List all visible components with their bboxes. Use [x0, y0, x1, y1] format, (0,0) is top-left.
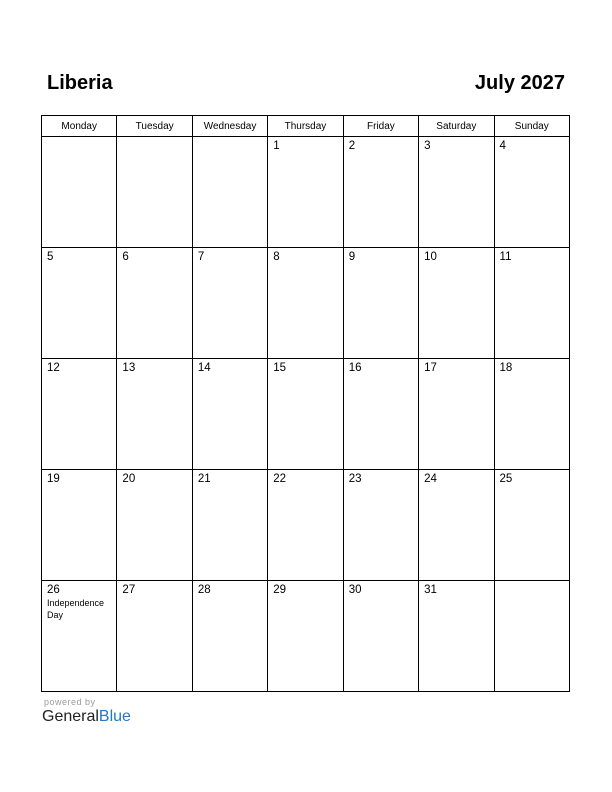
day-cell [268, 248, 343, 359]
day-number: 16 [348, 362, 362, 374]
day-cell [419, 359, 494, 470]
day-cell [343, 137, 418, 248]
day-cell [419, 137, 494, 248]
day-number: 21 [197, 473, 211, 485]
footer-branding [42, 697, 131, 726]
day-number [117, 137, 191, 140]
day-cell [268, 137, 343, 248]
day-number: 4 [499, 140, 506, 152]
day-number: 26 [47, 584, 60, 596]
day-cell [343, 248, 418, 359]
day-cell [117, 581, 192, 692]
day-cell [42, 137, 117, 248]
day-cell [117, 470, 192, 581]
country-title: Liberia [47, 72, 113, 94]
day-cell [419, 470, 494, 581]
day-cell [419, 248, 494, 359]
day-number: 18 [499, 362, 513, 374]
day-cell [42, 581, 117, 692]
day-cell [192, 137, 267, 248]
day-number [495, 581, 569, 584]
day-cell [192, 470, 267, 581]
day-number: 24 [424, 473, 437, 485]
holiday-label: Independence Day [47, 598, 105, 620]
week-row [42, 581, 570, 692]
day-cell [494, 581, 569, 692]
brand-general-text: General [42, 708, 99, 725]
day-number: 20 [122, 473, 136, 485]
day-number: 3 [424, 140, 431, 152]
day-cell [268, 581, 343, 692]
day-cell [268, 359, 343, 470]
day-number: 6 [122, 251, 129, 263]
day-cell [42, 248, 117, 359]
day-number: 11 [499, 251, 512, 263]
day-cell [343, 470, 418, 581]
powered-by-text: powered by [44, 697, 96, 707]
day-number: 9 [348, 251, 356, 263]
day-number: 17 [424, 362, 437, 374]
day-number: 14 [197, 362, 211, 374]
day-number: 31 [424, 584, 437, 596]
day-cell [192, 581, 267, 692]
day-number: 8 [273, 251, 280, 263]
weekday-header: Friday [343, 116, 418, 137]
day-cell [192, 248, 267, 359]
day-cell [494, 248, 569, 359]
weekday-header: Monday [42, 116, 117, 137]
week-row [42, 470, 570, 581]
day-cell [494, 470, 569, 581]
day-number: 22 [273, 473, 287, 485]
day-number: 10 [424, 251, 437, 263]
day-number [193, 137, 267, 140]
day-cell [343, 359, 418, 470]
day-number: 27 [122, 584, 136, 596]
weekday-header: Thursday [268, 116, 343, 137]
day-number: 30 [348, 584, 362, 596]
weekday-header-row [42, 116, 570, 137]
brand-logo[interactable] [42, 708, 131, 726]
day-number: 29 [273, 584, 287, 596]
day-number: 1 [273, 140, 280, 152]
day-number: 5 [47, 251, 54, 263]
day-cell [419, 581, 494, 692]
day-cell [42, 359, 117, 470]
day-number: 23 [348, 473, 362, 485]
brand-blue-text: Blue [98, 708, 131, 725]
weekday-header: Tuesday [117, 116, 192, 137]
day-cell [117, 248, 192, 359]
day-cell [192, 359, 267, 470]
day-cell [494, 359, 569, 470]
day-number: 19 [47, 473, 60, 485]
day-number: 28 [197, 584, 211, 596]
week-row [42, 248, 570, 359]
weekday-header: Wednesday [192, 116, 267, 137]
day-number: 7 [197, 251, 205, 263]
day-cell [117, 137, 192, 248]
day-cell [42, 470, 117, 581]
day-cell [117, 359, 192, 470]
day-number: 15 [273, 362, 287, 374]
day-cell [494, 137, 569, 248]
day-cell [343, 581, 418, 692]
day-number [42, 137, 116, 140]
day-number: 25 [499, 473, 513, 485]
day-number: 2 [348, 140, 356, 152]
weekday-header: Saturday [419, 116, 494, 137]
week-row [42, 137, 570, 248]
calendar-grid [41, 115, 570, 692]
day-cell [268, 470, 343, 581]
weekday-header: Sunday [494, 116, 569, 137]
week-row [42, 359, 570, 470]
month-year-title: July 2027 [474, 72, 565, 94]
day-number: 13 [122, 362, 136, 374]
day-number: 12 [47, 362, 60, 374]
